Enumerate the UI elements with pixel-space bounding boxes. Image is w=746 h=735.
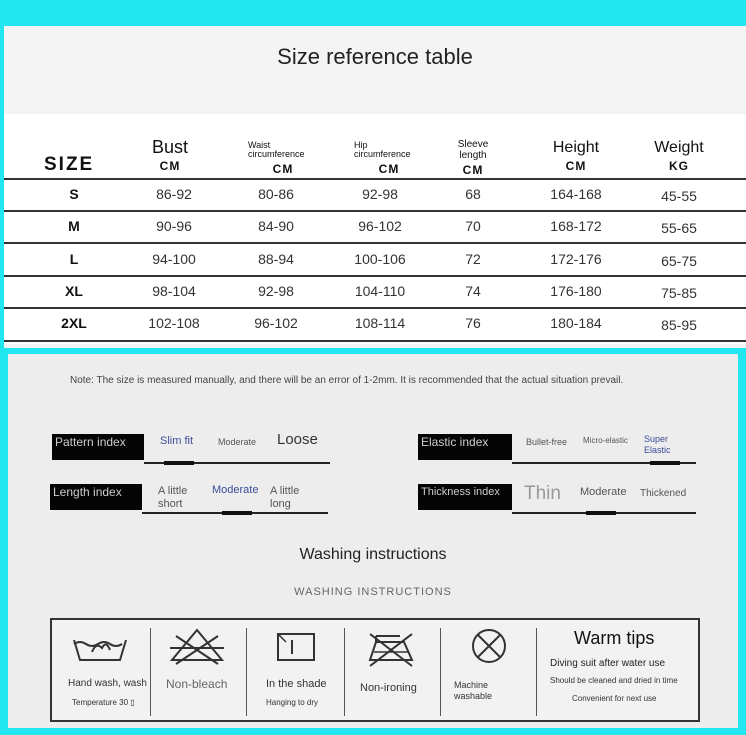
size-cell: M xyxy=(68,218,80,234)
hip-cell: 100-106 xyxy=(354,251,406,267)
table-divider xyxy=(4,340,746,342)
weight-cell: 65-75 xyxy=(661,253,697,269)
pattern-option-slim-fit: Slim fit xyxy=(160,435,193,447)
size-table xyxy=(4,114,746,344)
sleeve-cell: 70 xyxy=(465,218,481,234)
hand-wash-temperature: Temperature 30 ▯ xyxy=(72,698,135,707)
non-bleach-icon xyxy=(166,626,228,668)
length-index xyxy=(50,484,332,516)
weight-cell: 45-55 xyxy=(661,188,697,204)
column-header-height: Height CM xyxy=(552,139,600,173)
weight-cell: 55-65 xyxy=(661,220,697,236)
length-option-moderate: Moderate xyxy=(212,484,259,496)
measurement-note: Note: The size is measured manually, and there will be an error of 1-2mm. It is recommended that the actual situation prevail. xyxy=(70,375,624,386)
height-cell: 164-168 xyxy=(550,186,602,202)
pattern-option-moderate: Moderate xyxy=(218,437,257,447)
bust-cell: 94-100 xyxy=(152,251,196,267)
dry-in-shade-sub: Hanging to dry xyxy=(266,698,319,707)
column-header-hip: Hip circumference CM xyxy=(354,140,411,176)
column-header-weight: Weight KG xyxy=(654,139,704,173)
warm-tips-line: Should be cleaned and dried in time xyxy=(550,676,678,685)
height-cell: 180-184 xyxy=(550,315,602,331)
table-divider xyxy=(4,178,746,180)
size-table-title: Size reference table xyxy=(277,44,473,69)
warm-tips-title: Warm tips xyxy=(574,628,655,648)
length-index-marker xyxy=(222,511,252,515)
thickness-index-label: Thickness index xyxy=(418,484,512,510)
hip-cell: 104-110 xyxy=(354,283,406,299)
waist-cell: 92-98 xyxy=(258,283,294,299)
hip-cell: 108-114 xyxy=(354,315,406,331)
length-option-a-little-long: A little long xyxy=(270,485,300,510)
size-cell: 2XL xyxy=(61,315,87,331)
dry-in-shade-label: In the shade xyxy=(266,678,327,690)
size-cell: S xyxy=(69,186,79,202)
thickness-option-thickened: Thickened xyxy=(640,488,687,499)
size-reference-panel xyxy=(4,26,746,348)
pattern-index-marker xyxy=(164,461,194,465)
column-header-waist: Waist circumference CM xyxy=(248,140,305,176)
size-cell: XL xyxy=(65,283,83,299)
waist-cell: 88-94 xyxy=(258,251,294,267)
non-ironing-label: Non-ironing xyxy=(360,682,417,694)
bust-cell: 98-104 xyxy=(152,283,196,299)
weight-cell: 75-85 xyxy=(661,285,697,301)
table-divider xyxy=(4,275,746,277)
table-divider xyxy=(4,242,746,244)
pattern-index-label: Pattern index xyxy=(52,434,144,460)
hand-wash-label: Hand wash, wash xyxy=(68,678,147,689)
column-divider xyxy=(344,628,345,716)
product-info-panel xyxy=(6,352,740,730)
waist-cell: 84-90 xyxy=(258,218,294,234)
warm-tips-line: Convenient for next use xyxy=(572,694,657,703)
elastic-option-micro-elastic: Micro-elastic xyxy=(583,436,628,445)
length-option-a-little-short: A little short xyxy=(158,485,188,510)
waist-cell: 80-86 xyxy=(258,186,294,202)
table-divider xyxy=(4,210,746,212)
height-cell: 176-180 xyxy=(550,283,602,299)
non-ironing-icon xyxy=(364,630,418,670)
pattern-index xyxy=(52,431,332,466)
column-divider xyxy=(150,628,151,716)
bust-cell: 90-96 xyxy=(156,218,192,234)
no-machine-wash-icon xyxy=(466,626,512,666)
bust-cell: 86-92 xyxy=(156,186,192,202)
height-cell: 172-176 xyxy=(550,251,602,267)
thickness-index-marker xyxy=(586,511,616,515)
washing-subtitle: WASHING INSTRUCTIONS xyxy=(294,586,452,598)
height-cell: 168-172 xyxy=(550,218,602,234)
column-header-sleeve: Sleeve length CM xyxy=(457,139,489,177)
washing-instructions-box xyxy=(50,618,700,722)
column-header-bust: Bust CM xyxy=(151,137,189,173)
dry-in-shade-icon xyxy=(274,630,318,666)
sleeve-cell: 74 xyxy=(465,283,481,299)
sleeve-cell: 76 xyxy=(465,315,481,331)
hip-cell: 92-98 xyxy=(362,186,398,202)
pattern-option-loose: Loose xyxy=(277,431,318,448)
column-divider xyxy=(440,628,441,716)
elastic-index-label: Elastic index xyxy=(418,434,512,460)
thickness-option-thin: Thin xyxy=(524,483,561,504)
thickness-option-moderate: Moderate xyxy=(580,486,627,498)
weight-cell: 85-95 xyxy=(661,317,697,333)
elastic-option-bullet-free: Bullet-free xyxy=(526,437,568,447)
waist-cell: 96-102 xyxy=(254,315,298,331)
elastic-index-marker xyxy=(650,461,680,465)
hip-cell: 96-102 xyxy=(358,218,402,234)
table-divider xyxy=(4,307,746,309)
size-column-header: SIZE xyxy=(44,154,95,175)
column-divider xyxy=(246,628,247,716)
washing-title: Washing instructions xyxy=(299,546,447,563)
column-divider xyxy=(536,628,537,716)
length-index-label: Length index xyxy=(50,484,142,510)
hand-wash-icon xyxy=(70,630,130,670)
elastic-option-super-elastic: Super Elastic xyxy=(644,434,671,455)
bust-cell: 102-108 xyxy=(148,315,200,331)
non-bleach-label: Non-bleach xyxy=(166,677,228,691)
sleeve-cell: 72 xyxy=(465,251,481,267)
warm-tips-line: Diving suit after water use xyxy=(550,658,666,669)
thickness-index xyxy=(418,484,698,516)
size-cell: L xyxy=(69,251,79,267)
elastic-index xyxy=(418,434,698,466)
sleeve-cell: 68 xyxy=(465,186,481,202)
machine-washable-label: Machine washable xyxy=(454,680,493,701)
